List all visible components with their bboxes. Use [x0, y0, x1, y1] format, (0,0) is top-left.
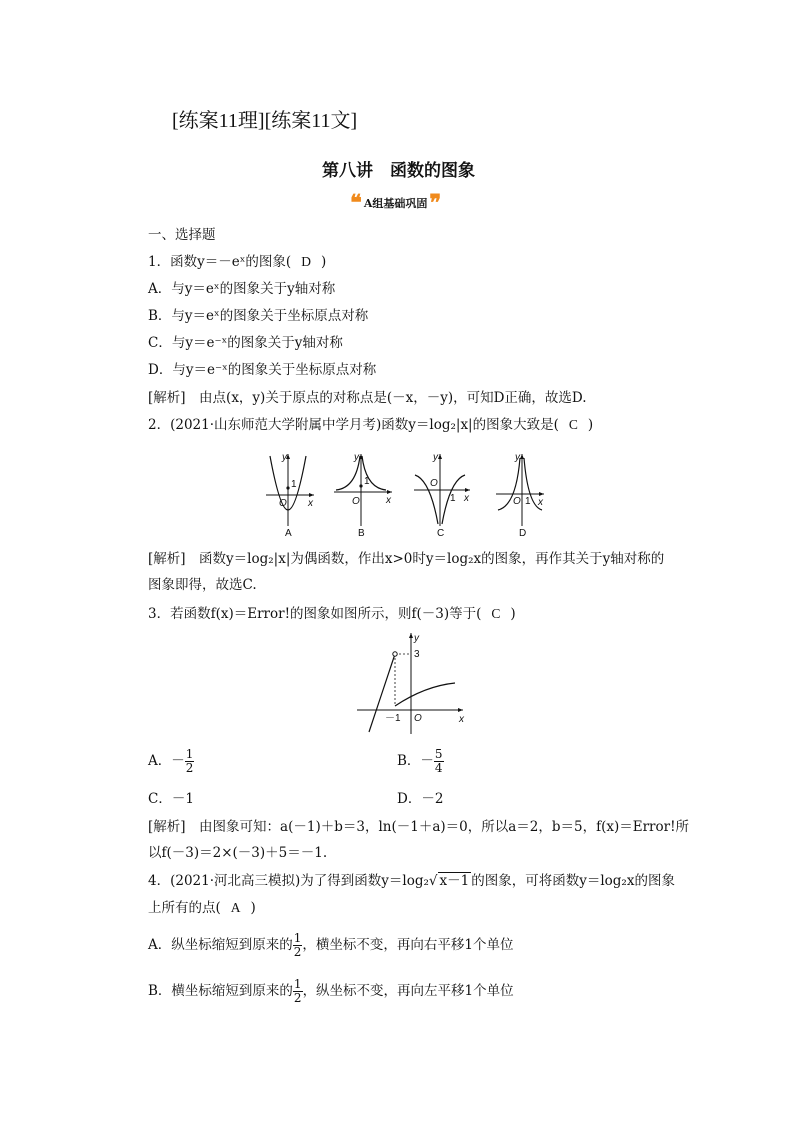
group-label: A组基础巩固 — [363, 197, 428, 210]
q2-c-y-label: y — [433, 452, 438, 463]
q3-y-label: y — [414, 633, 419, 644]
q3-y-mark: 3 — [414, 649, 420, 660]
q2-graph-d — [496, 452, 544, 539]
q2-analysis-line1: [解析] 函数y＝log₂|x|为偶函数，作出x>0时y＝log₂x的图象，再作其关于y轴对称的 — [148, 551, 665, 567]
q2-a-y-label: y — [282, 452, 287, 463]
q3-graph — [355, 630, 470, 738]
q3-option-a: A．－ $\frac{1}{2}$ — [148, 747, 194, 775]
q3-x-mark: －1 — [385, 713, 401, 724]
q1-option-d: D．与y＝e⁻ˣ的图象关于坐标原点对称 — [148, 362, 377, 378]
right-quote-icon: ❞ — [429, 190, 442, 216]
q3-analysis-line2: 以f(－3)＝2×(－3)＋5＝－1. — [148, 845, 328, 861]
group-badge — [350, 190, 442, 216]
q3-option-c: C．－1 — [148, 791, 194, 807]
q2-b-one: 1 — [364, 476, 370, 487]
q2-analysis-line2: 图象即得，故选C. — [148, 577, 257, 593]
q4-option-a: A．纵坐标缩短到原来的 $\frac{1}{2}$ ，横坐标不变，再向右平移1个单位 — [148, 931, 514, 959]
q2-a-origin: O — [279, 498, 287, 509]
q3-origin: O — [414, 713, 422, 724]
q2-a-x-label: x — [308, 498, 313, 509]
q3-option-b: B．－ $\frac{5}{4}$ — [397, 747, 443, 775]
q2-c-one: 1 — [450, 493, 456, 504]
q3-option-d: D．－2 — [397, 791, 444, 807]
q2-a-one: 1 — [291, 479, 297, 490]
q2-graph-c — [414, 452, 470, 539]
q2-stem: 2．(2021·山东师范大学附属中学月考)函数y＝log₂|x|的图象大致是( C ) — [148, 417, 594, 433]
q2-d-x-label: x — [538, 497, 543, 508]
left-quote-icon: ❝ — [350, 190, 362, 216]
q2-b-origin: O — [352, 496, 360, 507]
q2-graphs — [258, 450, 544, 542]
q4-option-b: B．横坐标缩短到原来的 $\frac{1}{2}$ ，纵坐标不变，再向左平移1个单位 — [148, 977, 514, 1005]
q4-stem-line1: 4．(2021·河北高三模拟)为了得到函数y＝log₂√ x－1 的图象，可将函数y＝log₂x的图象 — [148, 873, 675, 889]
q2-b-label: B — [358, 528, 365, 539]
lecture-tag: [练案11理][练案11文] — [172, 110, 358, 132]
q2-answer: C — [568, 417, 578, 432]
q1-stem: 1．函数y＝－eˣ的图象( D ) — [148, 254, 327, 270]
q2-b-y-label: y — [354, 452, 359, 463]
q2-c-label: C — [437, 528, 445, 539]
q1-answer: D — [301, 254, 311, 269]
lesson-title: 第八讲 函数的图象 — [322, 161, 475, 181]
q4-stem-line2: 上所有的点( A ) — [148, 900, 256, 916]
q1-option-a: A．与y＝eˣ的图象关于y轴对称 — [148, 281, 336, 297]
q2-a-label: A — [285, 528, 292, 539]
q3-analysis-line1: [解析] 由图象可知：a(－1)＋b＝3，ln(－1＋a)＝0，所以a＝2，b＝5，f(x)＝Error!所 — [148, 819, 690, 835]
q1-analysis: [解析] 由点(x，y)关于原点的对称点是(－x，－y)，可知D正确，故选D. — [148, 390, 587, 406]
q3-x-label: x — [459, 714, 464, 725]
q2-d-origin: O — [513, 496, 521, 507]
q2-b-x-label: x — [386, 495, 391, 506]
q3-stem: 3．若函数f(x)＝Error!的图象如图所示，则f(－3)等于( C ) — [148, 606, 516, 622]
q2-d-one: 1 — [525, 496, 531, 507]
q2-c-x-label: x — [464, 493, 469, 504]
q2-d-label: D — [519, 528, 527, 539]
q2-graph-a — [266, 452, 314, 539]
section-title: 一、选择题 — [148, 227, 216, 243]
q1-option-c: C．与y＝e⁻ˣ的图象关于y轴对称 — [148, 335, 343, 351]
q1-option-b: B．与y＝eˣ的图象关于坐标原点对称 — [148, 308, 369, 324]
q3-answer: C — [491, 606, 501, 621]
q2-d-y-label: y — [515, 452, 520, 463]
q2-c-origin: O — [430, 478, 438, 489]
q4-answer: A — [230, 900, 241, 915]
q2-graph-b — [334, 452, 392, 539]
